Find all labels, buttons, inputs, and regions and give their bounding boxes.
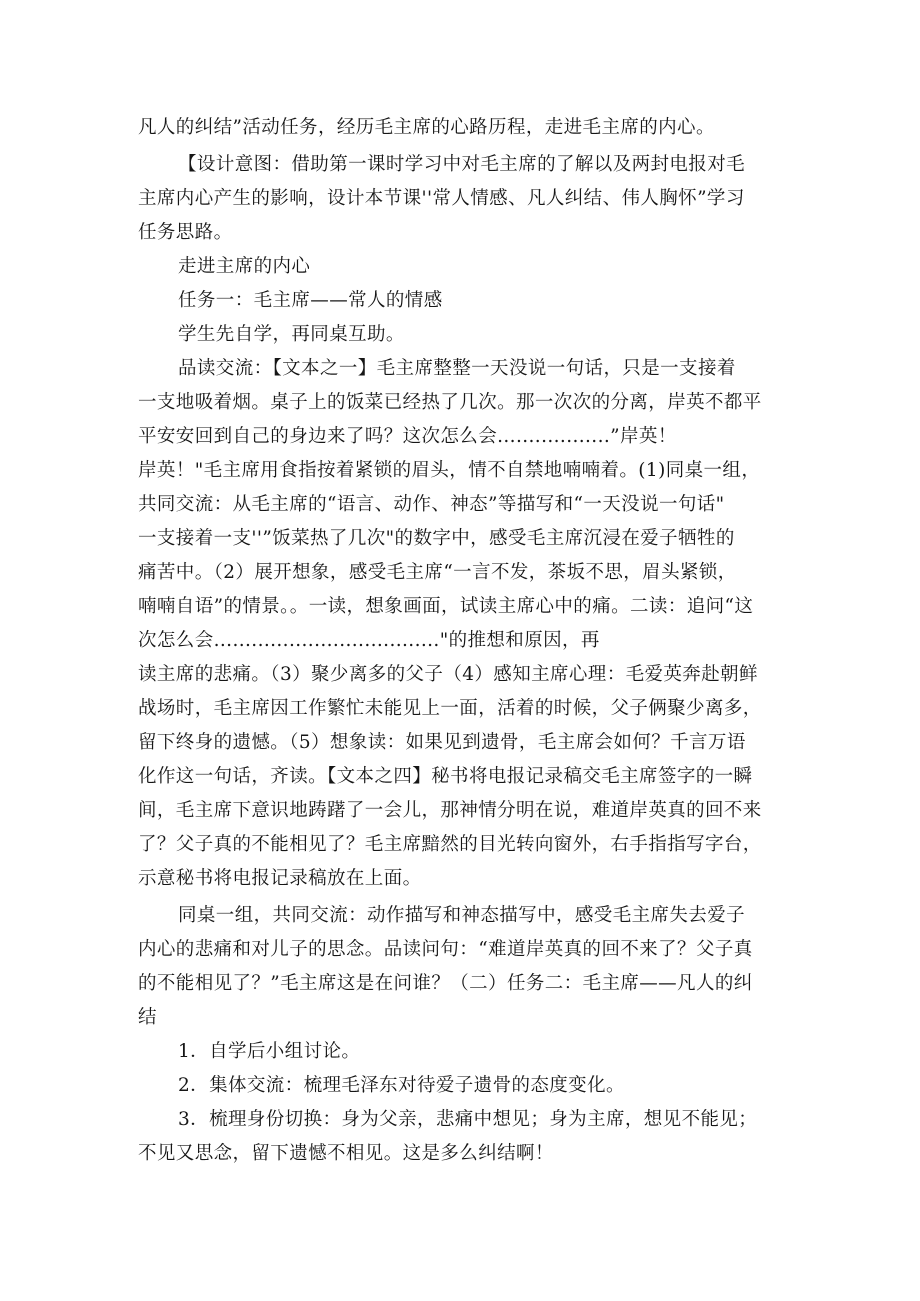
text-line: 共同交流：从毛主席的“语言、动作、神态”等描写和“一天没说一句话" bbox=[138, 494, 725, 515]
text-line: 品读交流：【文本之一】毛主席整整一天没说一句话，只是一支接着 bbox=[178, 358, 736, 379]
text-line: 同桌一组，共同交流：动作描写和神态描写中，感受毛主席失去爱子 bbox=[178, 905, 746, 926]
text-line: 了？父子真的不能相见了？毛主席黯然的目光转向窗外，右手指指写字台， bbox=[138, 834, 762, 855]
list-item: 3．梳理身份切换：身为父亲，悲痛中想见；身为主席，想见不能见； bbox=[178, 1109, 758, 1130]
text-line: 间，毛主席下意识地踌躇了一会儿，那神情分明在说，难道岸英真的回不来 bbox=[138, 800, 762, 821]
text-line: 留下终身的遗憾。（5）想象读：如果见到遗骨，毛主席会如何？千言万语 bbox=[138, 732, 746, 753]
text-line: 结 bbox=[138, 1007, 157, 1028]
text-line: 任务思路。 bbox=[138, 222, 233, 243]
text-line: 岸英！"毛主席用食指按着紧锁的眉头，情不自禁地喃喃着。(1)同桌一组， bbox=[138, 460, 761, 481]
text-line: 内心的悲痛和对儿子的思念。品读问句：“难道岸英真的回不来了？父子真 bbox=[138, 939, 753, 960]
text-line: 平安安回到自己的身边来了吗？这次怎么会..................”岸英！ bbox=[138, 426, 677, 447]
text-line: 次怎么会...................................."的推想和原因，再 bbox=[138, 630, 600, 651]
list-item: 2．集体交流：梳理毛泽东对待爱子遗骨的态度变化。 bbox=[178, 1075, 625, 1096]
task-heading: 任务一：毛主席——常人的情感 bbox=[178, 290, 443, 311]
list-item: 1．自学后小组讨论。 bbox=[178, 1041, 361, 1062]
text-line: 不见又思念，留下遗憾不相见。这是多么纠结啊！ bbox=[138, 1143, 554, 1164]
text-line: 喃喃自语”的情景。。一读，想象画面，试读主席心中的痛。二读：追问“这 bbox=[138, 596, 754, 617]
text-line: 一支地吸着烟。桌子上的饭菜已经热了几次。那一次次的分离，岸英不都平 bbox=[138, 392, 762, 413]
text-line: 凡人的纠结”活动任务，经历毛主席的心路历程，走进毛主席的内心。 bbox=[138, 117, 715, 138]
text-line: 示意秘书将电报记录稿放在上面。 bbox=[138, 868, 422, 889]
text-line: 【设计意图：借助第一课时学习中对毛主席的了解以及两封电报对毛 bbox=[178, 154, 746, 175]
text-line: 化作这一句话，齐读。【文本之四】秘书将电报记录稿交毛主席签字的一瞬 bbox=[138, 766, 753, 787]
text-line: 学生先自学，再同桌互助。 bbox=[178, 324, 405, 345]
text-line: 的不能相见了？”毛主席这是在问谁？（二）任务二：毛主席——凡人的纠 bbox=[138, 973, 753, 994]
text-line: 读主席的悲痛。（3）聚少离多的父子（4）感知主席心理：毛爱英奔赴朝鲜 bbox=[138, 664, 758, 685]
text-line: 战场时，毛主席因工作繁忙未能见上一面，活着的时候，父子俩聚少离多， bbox=[138, 698, 762, 719]
section-heading: 走进主席的内心 bbox=[178, 256, 311, 277]
text-line: 痛苦中。（2）展开想象，感受毛主席“一言不发，茶坂不思，眉头紧锁， bbox=[138, 562, 737, 583]
text-line: 主席内心产生的影响，设计本节课''常人情感、凡人纠结、伟人胸怀”学习 bbox=[138, 188, 745, 209]
text-line: 一支接着一支''”饭菜热了几次"的数字中，感受毛主席沉浸在爱子牺牲的 bbox=[138, 528, 735, 549]
